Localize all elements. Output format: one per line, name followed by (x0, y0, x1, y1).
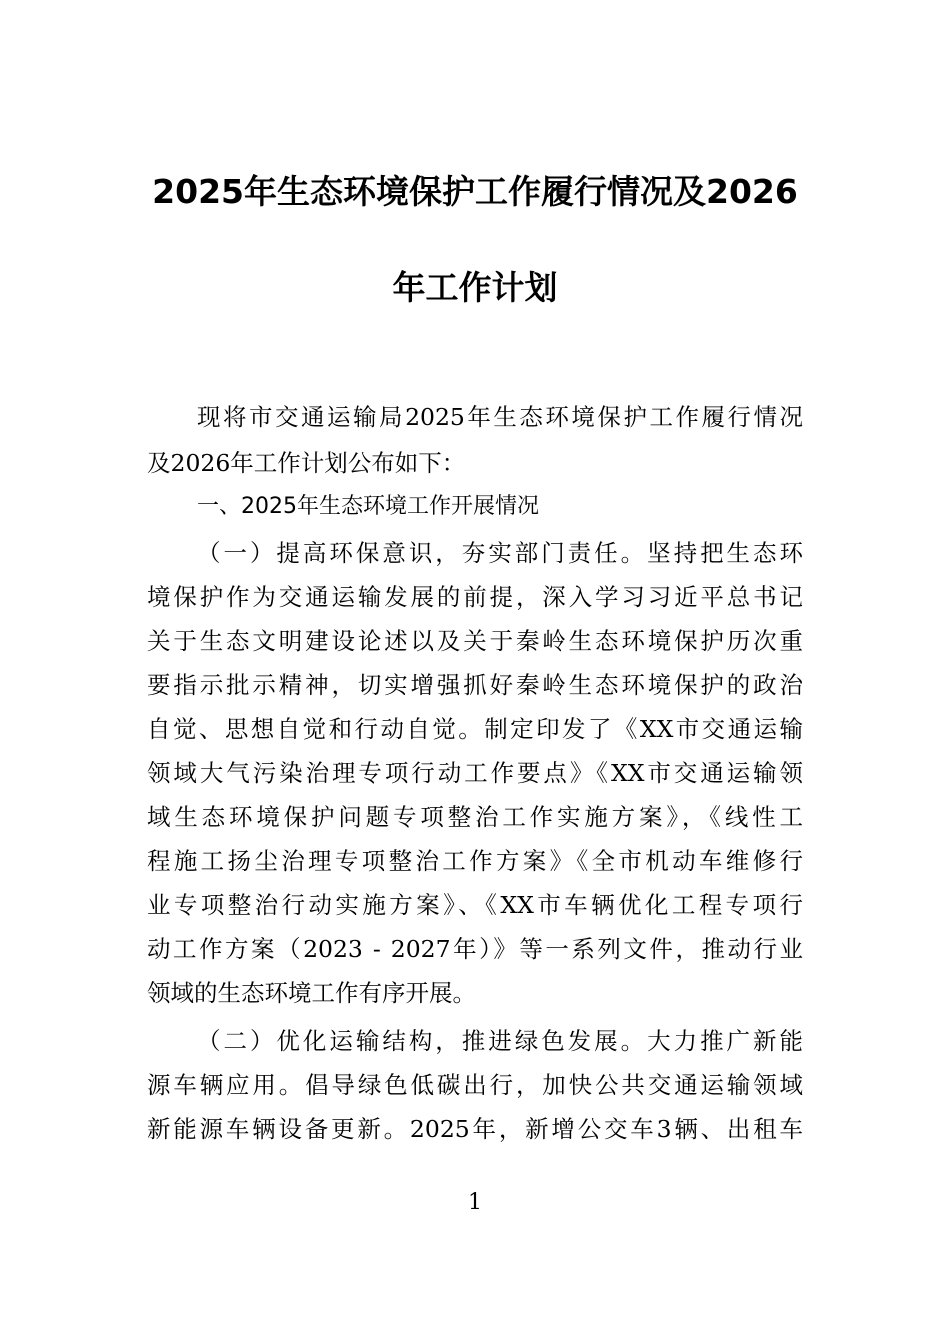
para-1-line: 程施工扬尘治理专项整治工作方案》《全市机动车维修行 (147, 847, 803, 875)
para-2-line: 源车辆应用。倡导绿色低碳出行，加快公共交通运输领域 (147, 1071, 803, 1099)
para-1-line: 业专项整治行动实施方案》、《XX市车辆优化工程专项行 (147, 891, 803, 919)
para-1-line-1-rest: 坚持把生态环 (647, 539, 804, 567)
section-1-heading: 一、2025年生态环境工作开展情况 (197, 494, 539, 519)
para-1-line: 域生态环境保护问题专项整治工作实施方案》，《线性工 (147, 803, 803, 831)
para-2-lead: （二）优化运输结构，推进绿色发展。 (197, 1027, 648, 1055)
para-1-line: 关于生态文明建设论述以及关于秦岭生态环境保护历次重 (147, 627, 803, 655)
document-title-line-2: 年工作计划 (392, 268, 558, 307)
para-1-line: 自觉、思想自觉和行动自觉。制定印发了《XX市交通运输 (147, 715, 803, 743)
para-2-line: 新能源车辆设备更新。2025年，新增公交车3辆、出租车 (147, 1115, 803, 1143)
para-1-line: 要指示批示精神，切实增强抓好秦岭生态环境保护的政治 (147, 671, 803, 699)
page-number: 1 (468, 1190, 482, 1215)
para-1-line: 领域的生态环境工作有序开展。 (147, 979, 476, 1007)
para-1-line: 境保护作为交通运输发展的前提，深入学习习近平总书记 (147, 583, 803, 611)
para-2-line-1 (197, 1024, 803, 1058)
para-1-line-1 (197, 536, 803, 570)
para-2-line-1-rest: 大力推广新能 (647, 1027, 804, 1055)
para-1-line: 动工作方案（2023 - 2027年）》等一系列文件，推动行业 (147, 935, 803, 963)
intro-line-2: 及2026年工作计划公布如下： (147, 449, 466, 477)
para-1-lead: （一）提高环保意识，夯实部门责任。 (197, 539, 648, 567)
intro-line-1: 现将市交通运输局2025年生态环境保护工作履行情况 (197, 403, 803, 431)
para-1-line: 领域大气污染治理专项行动工作要点》《XX市交通运输领 (147, 759, 803, 787)
document-title-line-1: 2025年生态环境保护工作履行情况及2026 (152, 172, 798, 211)
